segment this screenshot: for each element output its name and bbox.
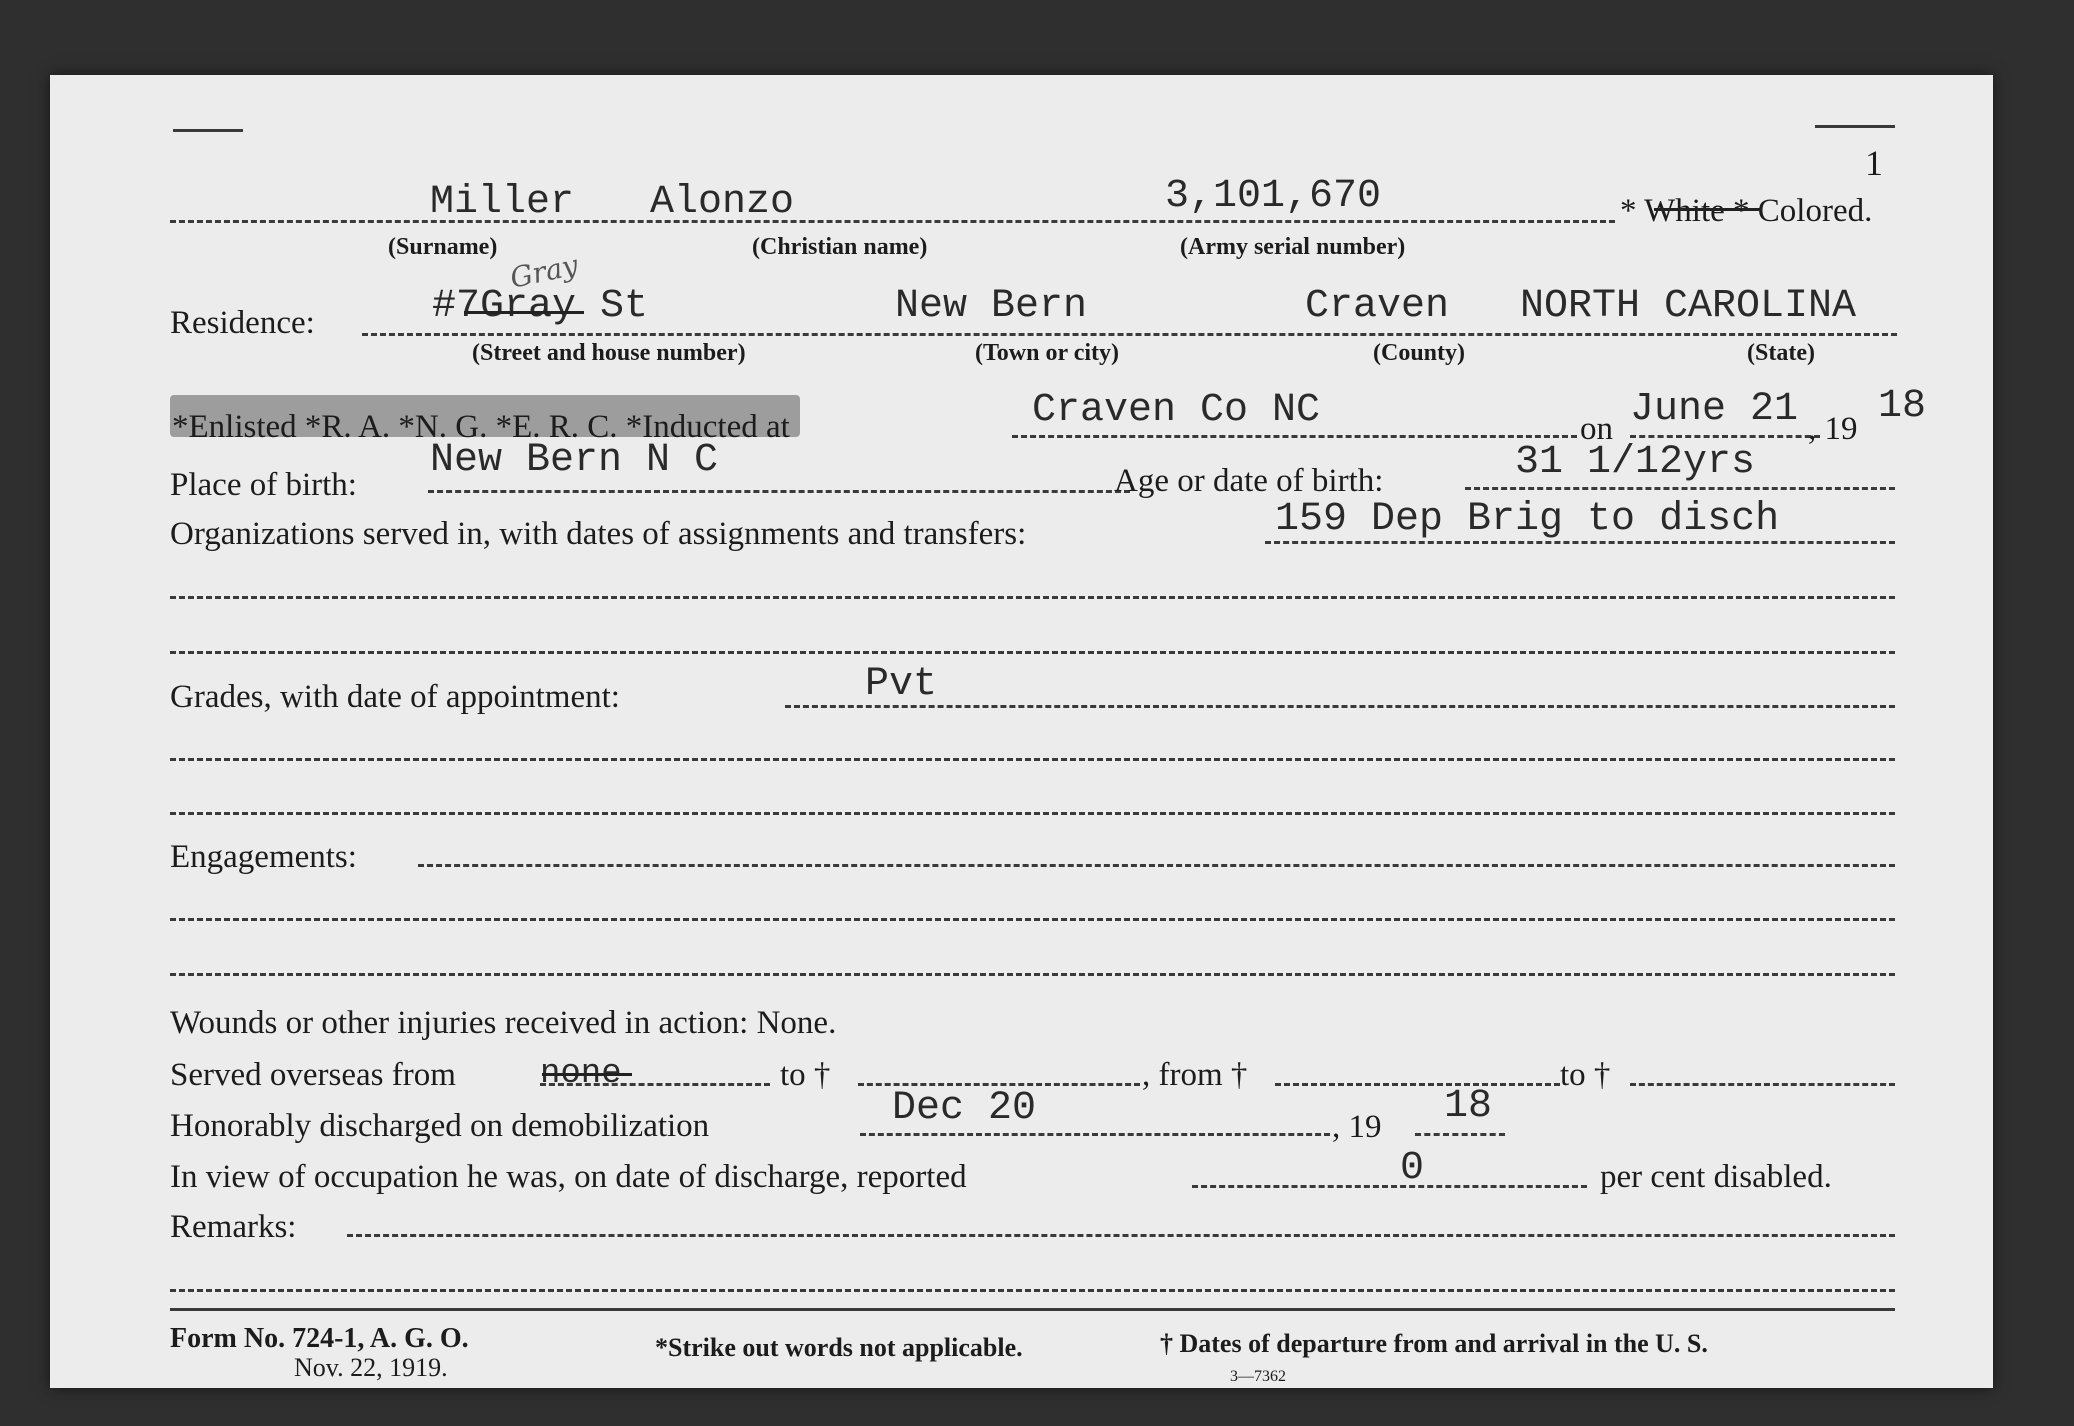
print-code: 3—7362 [1230,1368,1286,1385]
grades-label: Grades, with date of appointment: [170,679,620,715]
induction-options: *Enlisted *R. A. *N. G. *E. R. C. *Inducted at [172,409,790,445]
service-record-card [50,75,1993,1388]
town-caption: (Town or city) [975,340,1119,366]
top-left-rule [173,129,243,132]
grades-value: Pvt [865,662,938,707]
organizations-value: 159 Dep Brig to disch [1275,497,1780,542]
engagements-line-1 [418,864,1895,867]
induction-place-line [1012,435,1577,438]
organizations-line-2 [170,596,1895,599]
serial-caption: (Army serial number) [1180,234,1406,260]
overseas-strikethrough [542,1073,632,1076]
footer-rule [170,1308,1895,1311]
discharge-label: Honorably discharged on demobilization [170,1108,710,1144]
induction-on-label: on [1580,411,1613,447]
state-caption: (State) [1747,340,1815,366]
name-line [170,220,1615,223]
age-label: Age or date of birth: [1114,463,1384,499]
dates-note: † Dates of departure from and arrival in the U. S. [1160,1329,1708,1358]
discharge-year-value: 18 [1444,1084,1493,1129]
induction-year-prefix: , 19 [1808,411,1858,447]
christian-name-value: Alonzo [650,180,795,225]
induction-place-value: Craven Co NC [1032,388,1321,433]
christian-name-caption: (Christian name) [752,234,928,260]
discharge-year-line [1415,1133,1505,1136]
disability-suffix: per cent disabled. [1600,1159,1832,1195]
induction-date-line [1630,435,1820,438]
town-value: New Bern [895,284,1088,329]
county-caption: (County) [1373,340,1466,366]
discharge-date-line [860,1133,1330,1136]
disability-line [1192,1185,1587,1188]
grades-line-3 [170,812,1895,815]
organizations-label: Organizations served in, with dates of assignments and transfers: [170,516,1027,552]
grades-line-1 [785,705,1895,708]
form-date: Nov. 22, 1919. [294,1353,448,1382]
engagements-label: Engagements: [170,839,357,875]
top-right-rule [1815,125,1895,128]
surname-value: Miller [430,180,575,225]
induction-date-value: June 21 [1630,387,1799,432]
form-number: Form No. 724-1, A. G. O. [170,1323,469,1354]
disability-label: In view of occupation he was, on date of discharge, reported [170,1159,967,1195]
birth-place-label: Place of birth: [170,467,357,503]
race-options: * White * Colored. [1620,193,1873,229]
card-number: 1 [1865,143,1883,183]
remarks-line-2 [170,1289,1895,1292]
organizations-line-3 [170,651,1895,654]
surname-caption: (Surname) [388,234,498,260]
residence-line [362,333,1897,336]
overseas-from-label: , from † [1142,1057,1248,1093]
overseas-to2-line [1630,1083,1895,1086]
street-caption: (Street and house number) [472,340,746,366]
state-value: NORTH CAROLINA [1520,284,1857,329]
residence-label: Residence: [170,305,315,341]
overseas-to1-label: to † [780,1057,831,1093]
street-handwritten-correction: Gray [507,248,581,295]
engagements-line-3 [170,973,1895,976]
induction-year-value: 18 [1878,384,1927,429]
discharge-year-prefix: , 19 [1332,1109,1382,1145]
discharge-date-value: Dec 20 [892,1086,1037,1131]
birth-place-value: New Bern N C [430,438,719,483]
remarks-line-1 [347,1234,1895,1237]
overseas-label: Served overseas from [170,1057,456,1093]
overseas-from2-line [1275,1083,1560,1086]
county-value: Craven [1305,284,1450,329]
grades-line-2 [170,758,1895,761]
strike-out-note: *Strike out words not applicable. [655,1333,1023,1362]
birth-place-line [428,490,1130,493]
street-strikethrough [464,311,584,314]
disability-value: 0 [1400,1146,1425,1191]
age-line [1465,487,1895,490]
street-value: #7Gray St [432,284,649,329]
wounds-text: Wounds or other injuries received in action: None. [170,1005,837,1041]
engagements-line-2 [170,918,1895,921]
remarks-label: Remarks: [170,1209,297,1245]
serial-number-value: 3,101,670 [1165,174,1382,219]
age-value: 31 1/12yrs [1515,440,1756,485]
white-strikethrough [1654,208,1762,211]
overseas-to2-label: to † [1560,1057,1611,1093]
overseas-value: none [540,1055,622,1093]
